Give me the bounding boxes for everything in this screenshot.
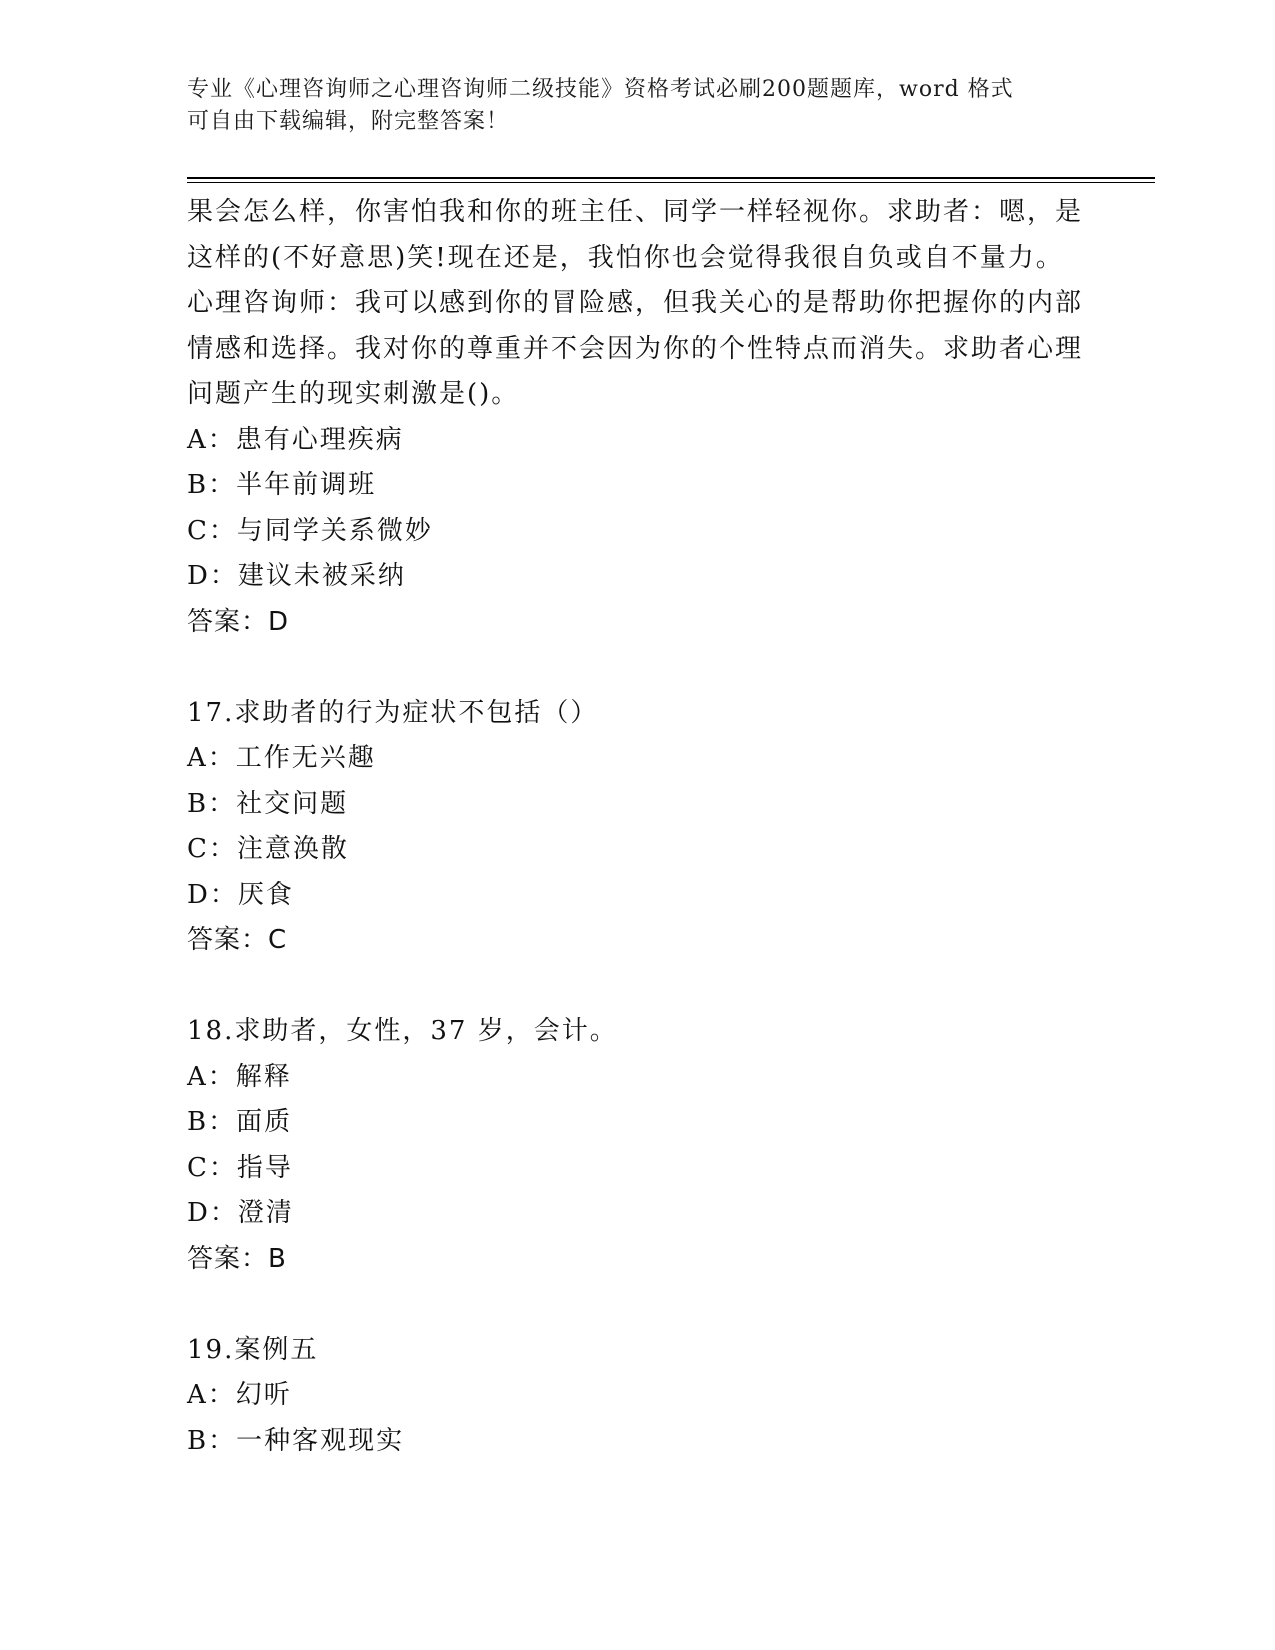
option-b: B：半年前调班 [187, 470, 377, 500]
question-17 [187, 691, 1087, 964]
option-b: B：面质 [187, 1107, 293, 1137]
document-header [187, 74, 1087, 138]
option-d: D：建议未被采纳 [187, 561, 406, 591]
option-d: D：厌食 [187, 879, 294, 910]
option-d: D：澄清 [187, 1198, 294, 1228]
header-divider-thick [187, 177, 1155, 179]
option-c: C：指导 [187, 1152, 293, 1183]
spacer [187, 1282, 1087, 1328]
continued-question [187, 190, 1087, 645]
spacer [187, 645, 1087, 691]
option-a: A：幻听 [187, 1380, 292, 1410]
option-b: B：社交问题 [187, 788, 349, 819]
header-line-1: 专业《心理咨询师之心理咨询师二级技能》资格考试必刷200题题库，word 格式 [187, 77, 1014, 102]
answer-line: 答案：C [187, 925, 288, 955]
option-c: C：注意涣散 [187, 834, 349, 864]
question-content [187, 190, 1087, 1464]
question-19 [187, 1328, 1087, 1465]
question-stem: 19.案例五 [187, 1334, 319, 1365]
header-divider-thin [187, 182, 1155, 183]
answer-line: 答案：D [187, 606, 290, 637]
answer-line: 答案：B [187, 1243, 287, 1274]
option-b: B：一种客观现实 [187, 1425, 405, 1456]
header-line-2: 可自由下载编辑，附完整答案！ [187, 109, 510, 134]
question-stem: 17.求助者的行为症状不包括（） [187, 697, 599, 728]
option-a: A：患有心理疾病 [187, 424, 404, 455]
option-c: C：与同学关系微妙 [187, 515, 433, 546]
option-a: A：工作无兴趣 [187, 743, 376, 773]
question-continuation-text: 果会怎么样，你害怕我和你的班主任、同学一样轻视你。求助者：嗯，是这样的(不好意思)笑!现在还是，我怕你也会觉得我很自负或自不量力。心理咨询师：我可以感到你的冒险感，但我关心的是帮助你把握你的内部情感和选择。我对你的尊重并不会因为你的个性特点而消失。求助者心理问题产生的现实刺激是()。 [187, 197, 1084, 409]
question-18 [187, 1009, 1087, 1282]
question-stem: 18.求助者，女性，37 岁，会计。 [187, 1016, 618, 1046]
option-a: A：解释 [187, 1061, 292, 1092]
spacer [187, 964, 1087, 1010]
